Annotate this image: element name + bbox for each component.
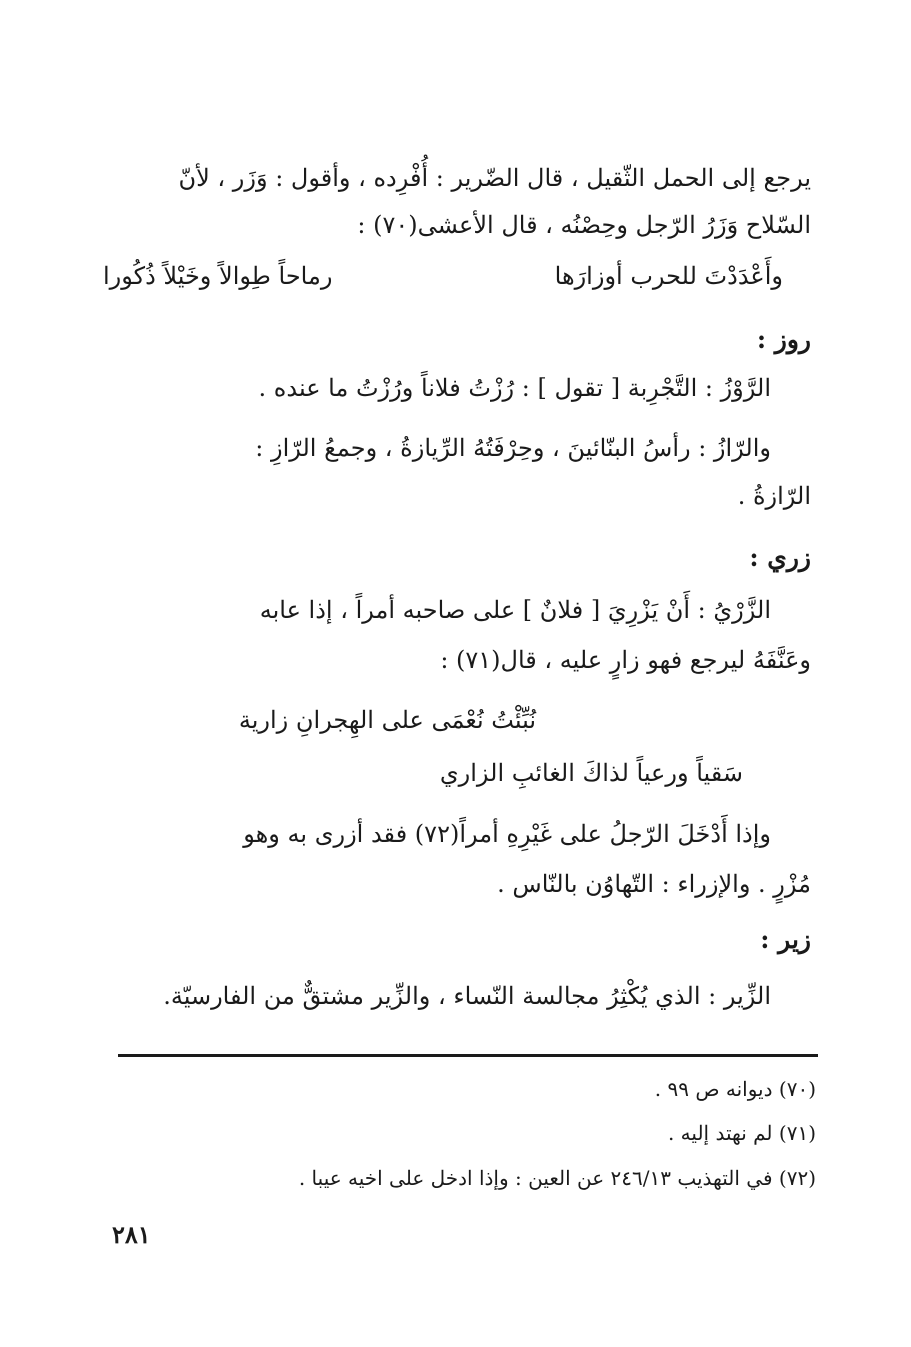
text-line-2: السّلاح وَزَرُ الرّجل وحِصْنُه ، قال الأعشى(٧٠) :	[357, 211, 811, 239]
poem-line-1: نُبِّئْتُ نُعْمَى على الهِجرانِ زارية	[238, 706, 536, 734]
text-line-3: الرَّوْزُ : التَّجْرِبة [ تقول ] : رُزْتُ فلاناً ورُزْتُ ما عنده .	[258, 374, 771, 402]
footnote-72: (٧٢) في التهذيب ٢٤٦/١٣ عن العين : وإذا ادخل على اخيه عيبا .	[298, 1166, 816, 1190]
text-line-7: وعَنَّفَهُ ليرجع فهو زارٍ عليه ، قال(٧١) :	[440, 646, 811, 674]
footnote-71: (٧١) لم نهتد إليه .	[667, 1121, 816, 1145]
text-line-5: الرّازةُ .	[737, 482, 811, 510]
text-line-4: والرّازُ : رأسُ البنّائينَ ، وحِرْفَتُهُ الرِّيازةُ ، وجمعُ الرّازِ :	[255, 434, 771, 462]
entry-heading-zyr: زير :	[760, 925, 811, 954]
footnote-separator	[118, 1054, 818, 1057]
entry-heading-rwz: روز :	[756, 325, 811, 354]
text-line-6: الزَّرْيُ : أَنْ يَزْرِيَ [ فلانٌ ] على صاحبه أمراً ، إذا عابه	[259, 596, 771, 624]
text-line-9: مُزْرٍ . والإزراء : التّهاوُن بالنّاس .	[497, 870, 811, 898]
poem-line-2: سَقياً ورعياً لذاكَ الغائبِ الزاري	[439, 759, 743, 787]
text-line-8: وإذا أَدْخَلَ الرّجلُ على غَيْرِهِ أمراً(٧٢) فقد أزرى به وهو	[243, 820, 771, 848]
footnote-70: (٧٠) ديوانه ص ٩٩ .	[654, 1077, 816, 1101]
text-line-10: الزِّير : الذي يُكْثِرُ مجالسة النّساء ، والزِّير مشتقٌّ من الفارسيّة.	[163, 982, 771, 1010]
page-number: ٢٨١	[112, 1220, 151, 1249]
verse-hemistich-first: وأَعْدَدْتَ للحرب أوزارَها	[554, 262, 783, 290]
verse-al-asha	[103, 258, 783, 294]
verse-hemistich-second: رماحاً طِوالاً وخَيْلاً ذُكُورا	[103, 262, 333, 290]
text-line-1: يرجع إلى الحمل الثّقيل ، قال الضّرير : أُفْرِده ، وأقول : وَزَر ، لأنّ	[178, 164, 811, 192]
entry-heading-zry: زري :	[749, 543, 811, 572]
